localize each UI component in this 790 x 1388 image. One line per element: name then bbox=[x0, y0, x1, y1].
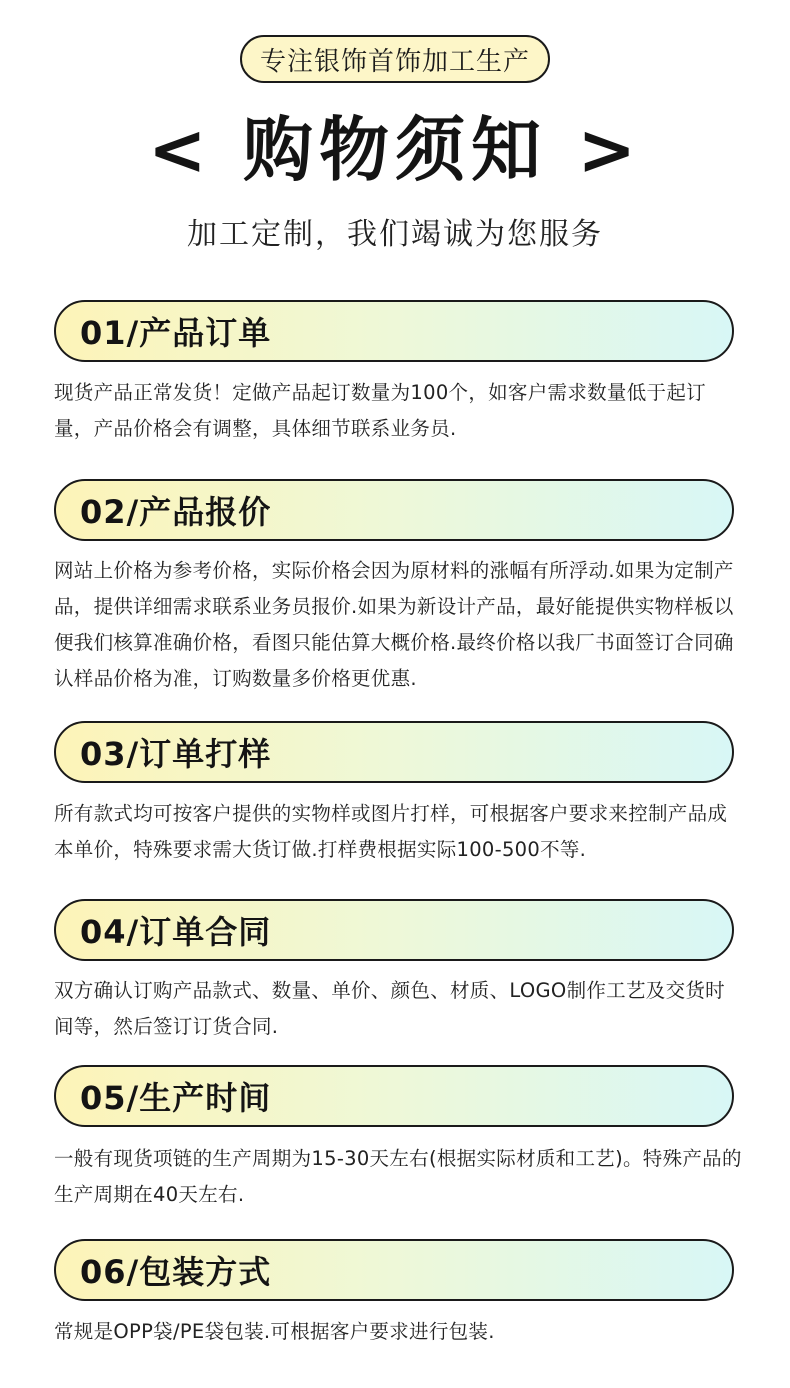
section-title: 02/产品报价 bbox=[80, 493, 272, 531]
section-title: 05/生产时间 bbox=[80, 1079, 272, 1117]
section-heading-quote bbox=[54, 479, 734, 541]
page-title: < 购物须知 > bbox=[147, 109, 643, 191]
section-heading-sample bbox=[54, 721, 734, 783]
section-heading-packaging bbox=[54, 1239, 734, 1301]
section-title: 01/产品订单 bbox=[80, 314, 272, 352]
section-heading-contract bbox=[54, 899, 734, 961]
section-body-packaging: 常规是OPP袋/PE袋包装.可根据客户要求进行包装. bbox=[54, 1320, 495, 1343]
section-title: 06/包装方式 bbox=[80, 1253, 272, 1291]
section-heading-production-time bbox=[54, 1065, 734, 1127]
page-subtitle: 加工定制，我们竭诚为您服务 bbox=[187, 217, 603, 252]
section-heading-order bbox=[54, 300, 734, 362]
header-tag bbox=[240, 35, 550, 83]
section-body-contract: 双方确认订购产品款式、数量、单价、颜色、材质、LOGO制作工艺及交货时间等，然后签订订货合同. bbox=[54, 979, 725, 1038]
section-title: 04/订单合同 bbox=[80, 913, 272, 951]
header-tag-label: 专注银饰首饰加工生产 bbox=[259, 46, 530, 77]
section-body-sample: 所有款式均可按客户提供的实物样或图片打样，可根据客户要求来控制产品成本单价，特殊要求需大货订做.打样费根据实际100-500不等. bbox=[54, 802, 728, 861]
section-body-production-time: 一般有现货项链的生产周期为15-30天左右(根据实际材质和工艺)。特殊产品的生产周期在40天左右. bbox=[54, 1147, 742, 1206]
section-body-order: 现货产品正常发货！定做产品起订数量为100个，如客户需求数量低于起订量，产品价格会有调整，具体细节联系业务员. bbox=[54, 381, 706, 440]
section-body-quote: 网站上价格为参考价格，实际价格会因为原材料的涨幅有所浮动.如果为定制产品，提供详细需求联系业务员报价.如果为新设计产品，最好能提供实物样板以便我们核算准确价格，看图只能估算大概价格.最终价格以我厂书面签订合同确认样品价格为准，订购数量多价格更优惠. bbox=[54, 559, 734, 690]
section-title: 03/订单打样 bbox=[80, 735, 272, 773]
